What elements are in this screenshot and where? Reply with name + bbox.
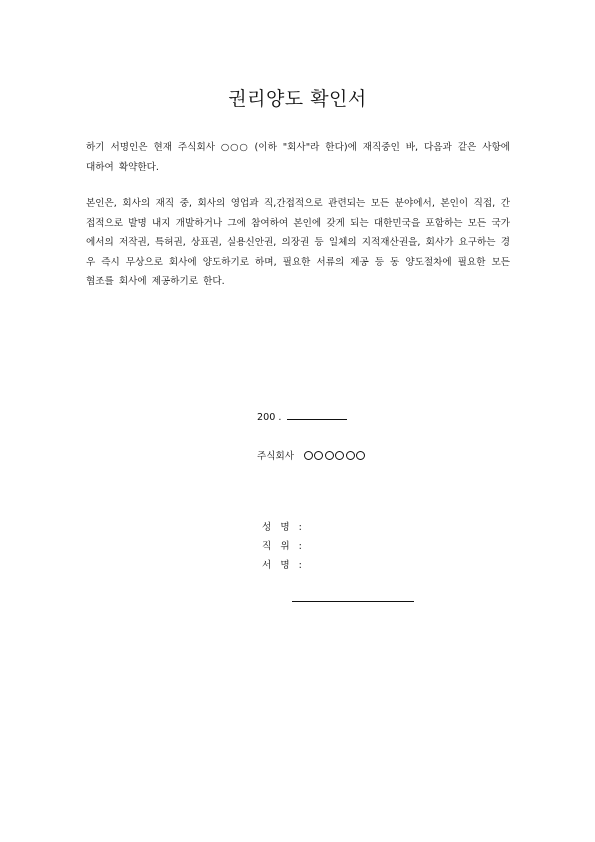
signature-title-label: 직 위 : <box>262 541 305 552</box>
date-prefix: 200 . <box>257 412 282 423</box>
date-line <box>257 410 347 423</box>
date-blank-line <box>287 410 347 420</box>
intro-paragraph: 하기 서명인은 현재 주식회사 ○○○ (이하 "회사"라 한다)에 재직중인 바, 다음과 같은 사항에 대하여 확약한다. <box>86 142 510 173</box>
placeholder-circle-icon <box>356 451 365 460</box>
company-line <box>257 448 365 462</box>
company-name-placeholder <box>302 451 365 462</box>
signature-sign-label: 서 명 : <box>262 560 305 571</box>
placeholder-circle-icon <box>314 451 323 460</box>
signature-name-label: 성 명 : <box>262 522 305 533</box>
placeholder-circle-icon <box>335 451 344 460</box>
placeholder-circle-icon <box>346 451 355 460</box>
rights-transfer-paragraph: 본인은, 회사의 재직 중, 회사의 영업과 직,간접적으로 관련되는 모든 분야에서, 본인이 직접, 간접적으로 발명 내지 개발하거나 그에 참여하여 본인에 갖게 되는 대한민국을 포함하는 모든 국가에서의 저작권, 특허권, 상표권, 실용신안권, 의장권 등 일체의 지적재산권을, 회사가 요구하는 경우 즉시 무상으로 회사에 양도하기로 하며, 필요한 서류의 제공 등 동 양도절차에 필요한 모든 협조를 회사에 제공하기로 한다. <box>86 198 510 287</box>
placeholder-circle-icon <box>304 451 313 460</box>
document-title: 권리양도 확인서 <box>228 88 367 110</box>
company-prefix: 주식회사 <box>257 451 295 462</box>
placeholder-circle-icon <box>325 451 334 460</box>
signature-line <box>292 601 414 602</box>
